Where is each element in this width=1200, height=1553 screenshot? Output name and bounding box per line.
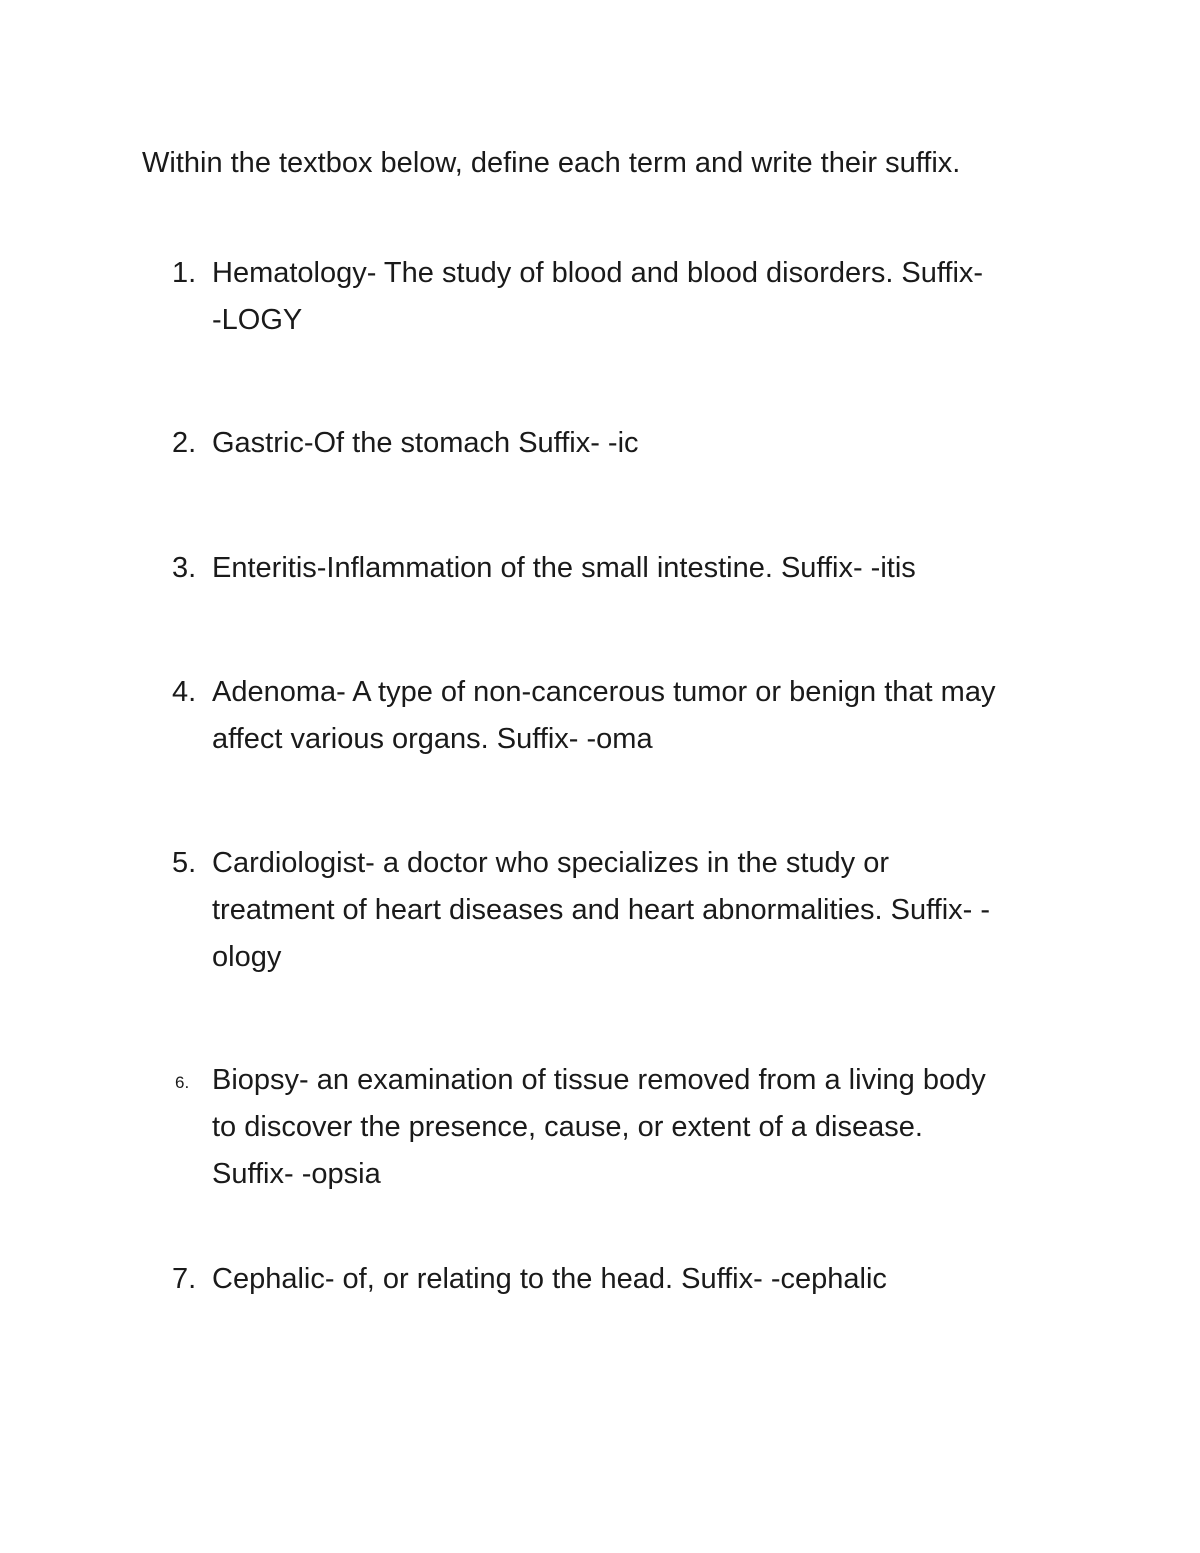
list-item-number: 6. [175, 1073, 190, 1092]
list-item-text: Adenoma- A type of non-cancerous tumor or benign that may affect various organs. Suffix- -oma [212, 676, 996, 755]
list-item-text: Cephalic- of, or relating to the head. Suffix- -cephalic [212, 1263, 887, 1295]
list-item-number: 2. [172, 427, 197, 459]
list-item-number: 4. [172, 676, 197, 708]
list-item-number: 3. [172, 552, 197, 584]
list-item-number: 1. [172, 257, 197, 289]
list-item-number: 5. [172, 847, 197, 879]
list-item-text: Gastric-Of the stomach Suffix- -ic [212, 427, 639, 459]
list-item-text: Enteritis-Inflammation of the small intestine. Suffix- -itis [212, 552, 916, 584]
list-item-text: Hematology- The study of blood and blood disorders. Suffix- -LOGY [212, 257, 984, 336]
instructions-text: Within the textbox below, define each term and write their suffix. [142, 147, 961, 179]
list-item-text: Cardiologist- a doctor who specializes in the study or treatment of heart diseases and heart abnormalities. Suffix- -ology [212, 847, 991, 973]
list-item-number: 7. [172, 1263, 197, 1295]
list-item-text: Biopsy- an examination of tissue removed from a living body to discover the presence, cause, or extent of a disease. Suffix- -opsia [212, 1064, 986, 1190]
